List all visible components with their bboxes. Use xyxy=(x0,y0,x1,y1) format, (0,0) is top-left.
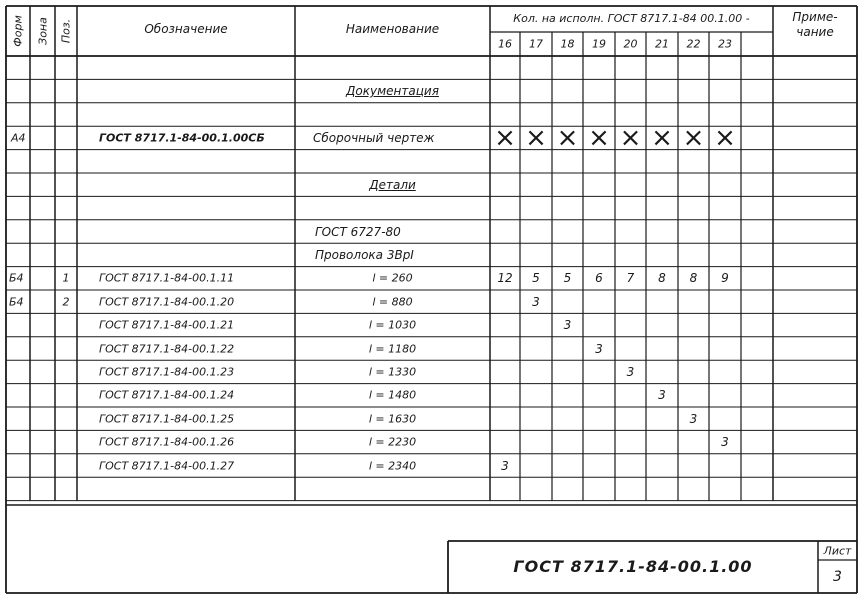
part-designation: ГОСТ 8717.1-84-00.1.21 xyxy=(99,318,235,332)
part-quantity: 3 xyxy=(658,388,666,403)
part-designation: ГОСТ 8717.1-84-00.1.24 xyxy=(99,388,235,402)
part-length: l = 1630 xyxy=(368,412,417,426)
exec-number-header: 23 xyxy=(718,37,732,51)
exec-x-mark: × xyxy=(651,122,673,153)
part-quantity: 3 xyxy=(501,458,509,473)
qty-group-header: Кол. на исполн. ГОСТ 8717.1-84 00.1.00 - xyxy=(513,12,750,25)
part-quantity: 7 xyxy=(626,271,635,286)
exec-number-header: 20 xyxy=(623,37,638,51)
part-quantity: 3 xyxy=(721,435,729,450)
zone-header: Зона xyxy=(36,17,49,45)
pos-header: Поз. xyxy=(59,18,73,44)
material-name: ГОСТ 6727-80 xyxy=(315,224,401,239)
doc-format: А4 xyxy=(11,131,26,145)
part-quantity: 3 xyxy=(532,294,540,309)
part-designation: ГОСТ 8717.1-84-00.1.25 xyxy=(99,412,235,426)
note-header-line2: чание xyxy=(796,25,834,39)
part-designation: ГОСТ 8717.1-84-00.1.11 xyxy=(99,271,235,285)
part-designation: ГОСТ 8717.1-84-00.1.23 xyxy=(99,365,235,379)
sheet-number: 3 xyxy=(833,568,842,585)
name-header: Наименование xyxy=(345,22,440,36)
part-format: Б4 xyxy=(9,271,24,285)
exec-x-mark: × xyxy=(682,122,705,153)
designation-header: Обозначение xyxy=(144,22,228,36)
exec-number-header: 18 xyxy=(560,37,575,51)
exec-number-header: 19 xyxy=(592,37,606,51)
part-quantity: 12 xyxy=(497,271,513,286)
exec-number-header: 22 xyxy=(686,37,701,51)
part-quantity: 3 xyxy=(689,411,698,426)
part-length: l = 1330 xyxy=(368,365,417,379)
part-position: 1 xyxy=(62,271,70,285)
format-header: Форм xyxy=(11,15,25,47)
part-quantity: 5 xyxy=(563,271,572,286)
exec-x-mark: × xyxy=(714,122,736,153)
exec-number-header: 16 xyxy=(498,37,512,51)
part-format: Б4 xyxy=(9,295,24,309)
section-documentation: Документация xyxy=(346,84,439,99)
part-length: l = 1030 xyxy=(368,318,417,332)
material-name: Проволока 3ВрI xyxy=(315,247,414,262)
exec-number-header: 21 xyxy=(655,37,669,51)
part-quantity: 3 xyxy=(563,318,572,333)
exec-x-mark: × xyxy=(494,122,516,153)
part-length: l = 2230 xyxy=(368,435,417,449)
part-designation: ГОСТ 8717.1-84-00.1.20 xyxy=(99,295,235,309)
part-quantity: 9 xyxy=(721,271,729,286)
exec-x-mark: × xyxy=(619,122,642,153)
part-designation: ГОСТ 8717.1-84-00.1.26 xyxy=(99,435,235,449)
part-length: l = 260 xyxy=(372,271,413,285)
part-quantity: 6 xyxy=(595,271,603,286)
exec-x-mark: × xyxy=(588,122,610,153)
exec-number-header: 17 xyxy=(529,37,543,51)
part-quantity: 5 xyxy=(532,271,540,286)
doc-name: Сборочный чертеж xyxy=(313,130,435,145)
note-header-line1: Приме- xyxy=(792,10,838,24)
part-quantity: 8 xyxy=(658,271,666,286)
section-details: Детали xyxy=(369,177,416,192)
part-length: l = 1180 xyxy=(368,342,417,355)
part-length: l = 1480 xyxy=(368,388,417,402)
part-designation: ГОСТ 8717.1-84-00.1.22 xyxy=(99,342,235,355)
doc-designation: ГОСТ 8717.1-84-00.1.00СБ xyxy=(99,131,265,145)
part-position: 2 xyxy=(62,295,70,309)
part-quantity: 3 xyxy=(595,341,603,356)
part-length: l = 880 xyxy=(372,295,413,309)
sheet-label: Лист xyxy=(823,544,852,557)
exec-x-mark: × xyxy=(525,122,547,153)
part-quantity: 3 xyxy=(626,364,635,379)
part-length: l = 2340 xyxy=(368,459,417,472)
document-number: ГОСТ 8717.1-84-00.1.00 xyxy=(513,557,753,576)
exec-x-mark: × xyxy=(556,122,579,153)
part-designation: ГОСТ 8717.1-84-00.1.27 xyxy=(99,459,235,472)
part-quantity: 8 xyxy=(689,271,698,286)
